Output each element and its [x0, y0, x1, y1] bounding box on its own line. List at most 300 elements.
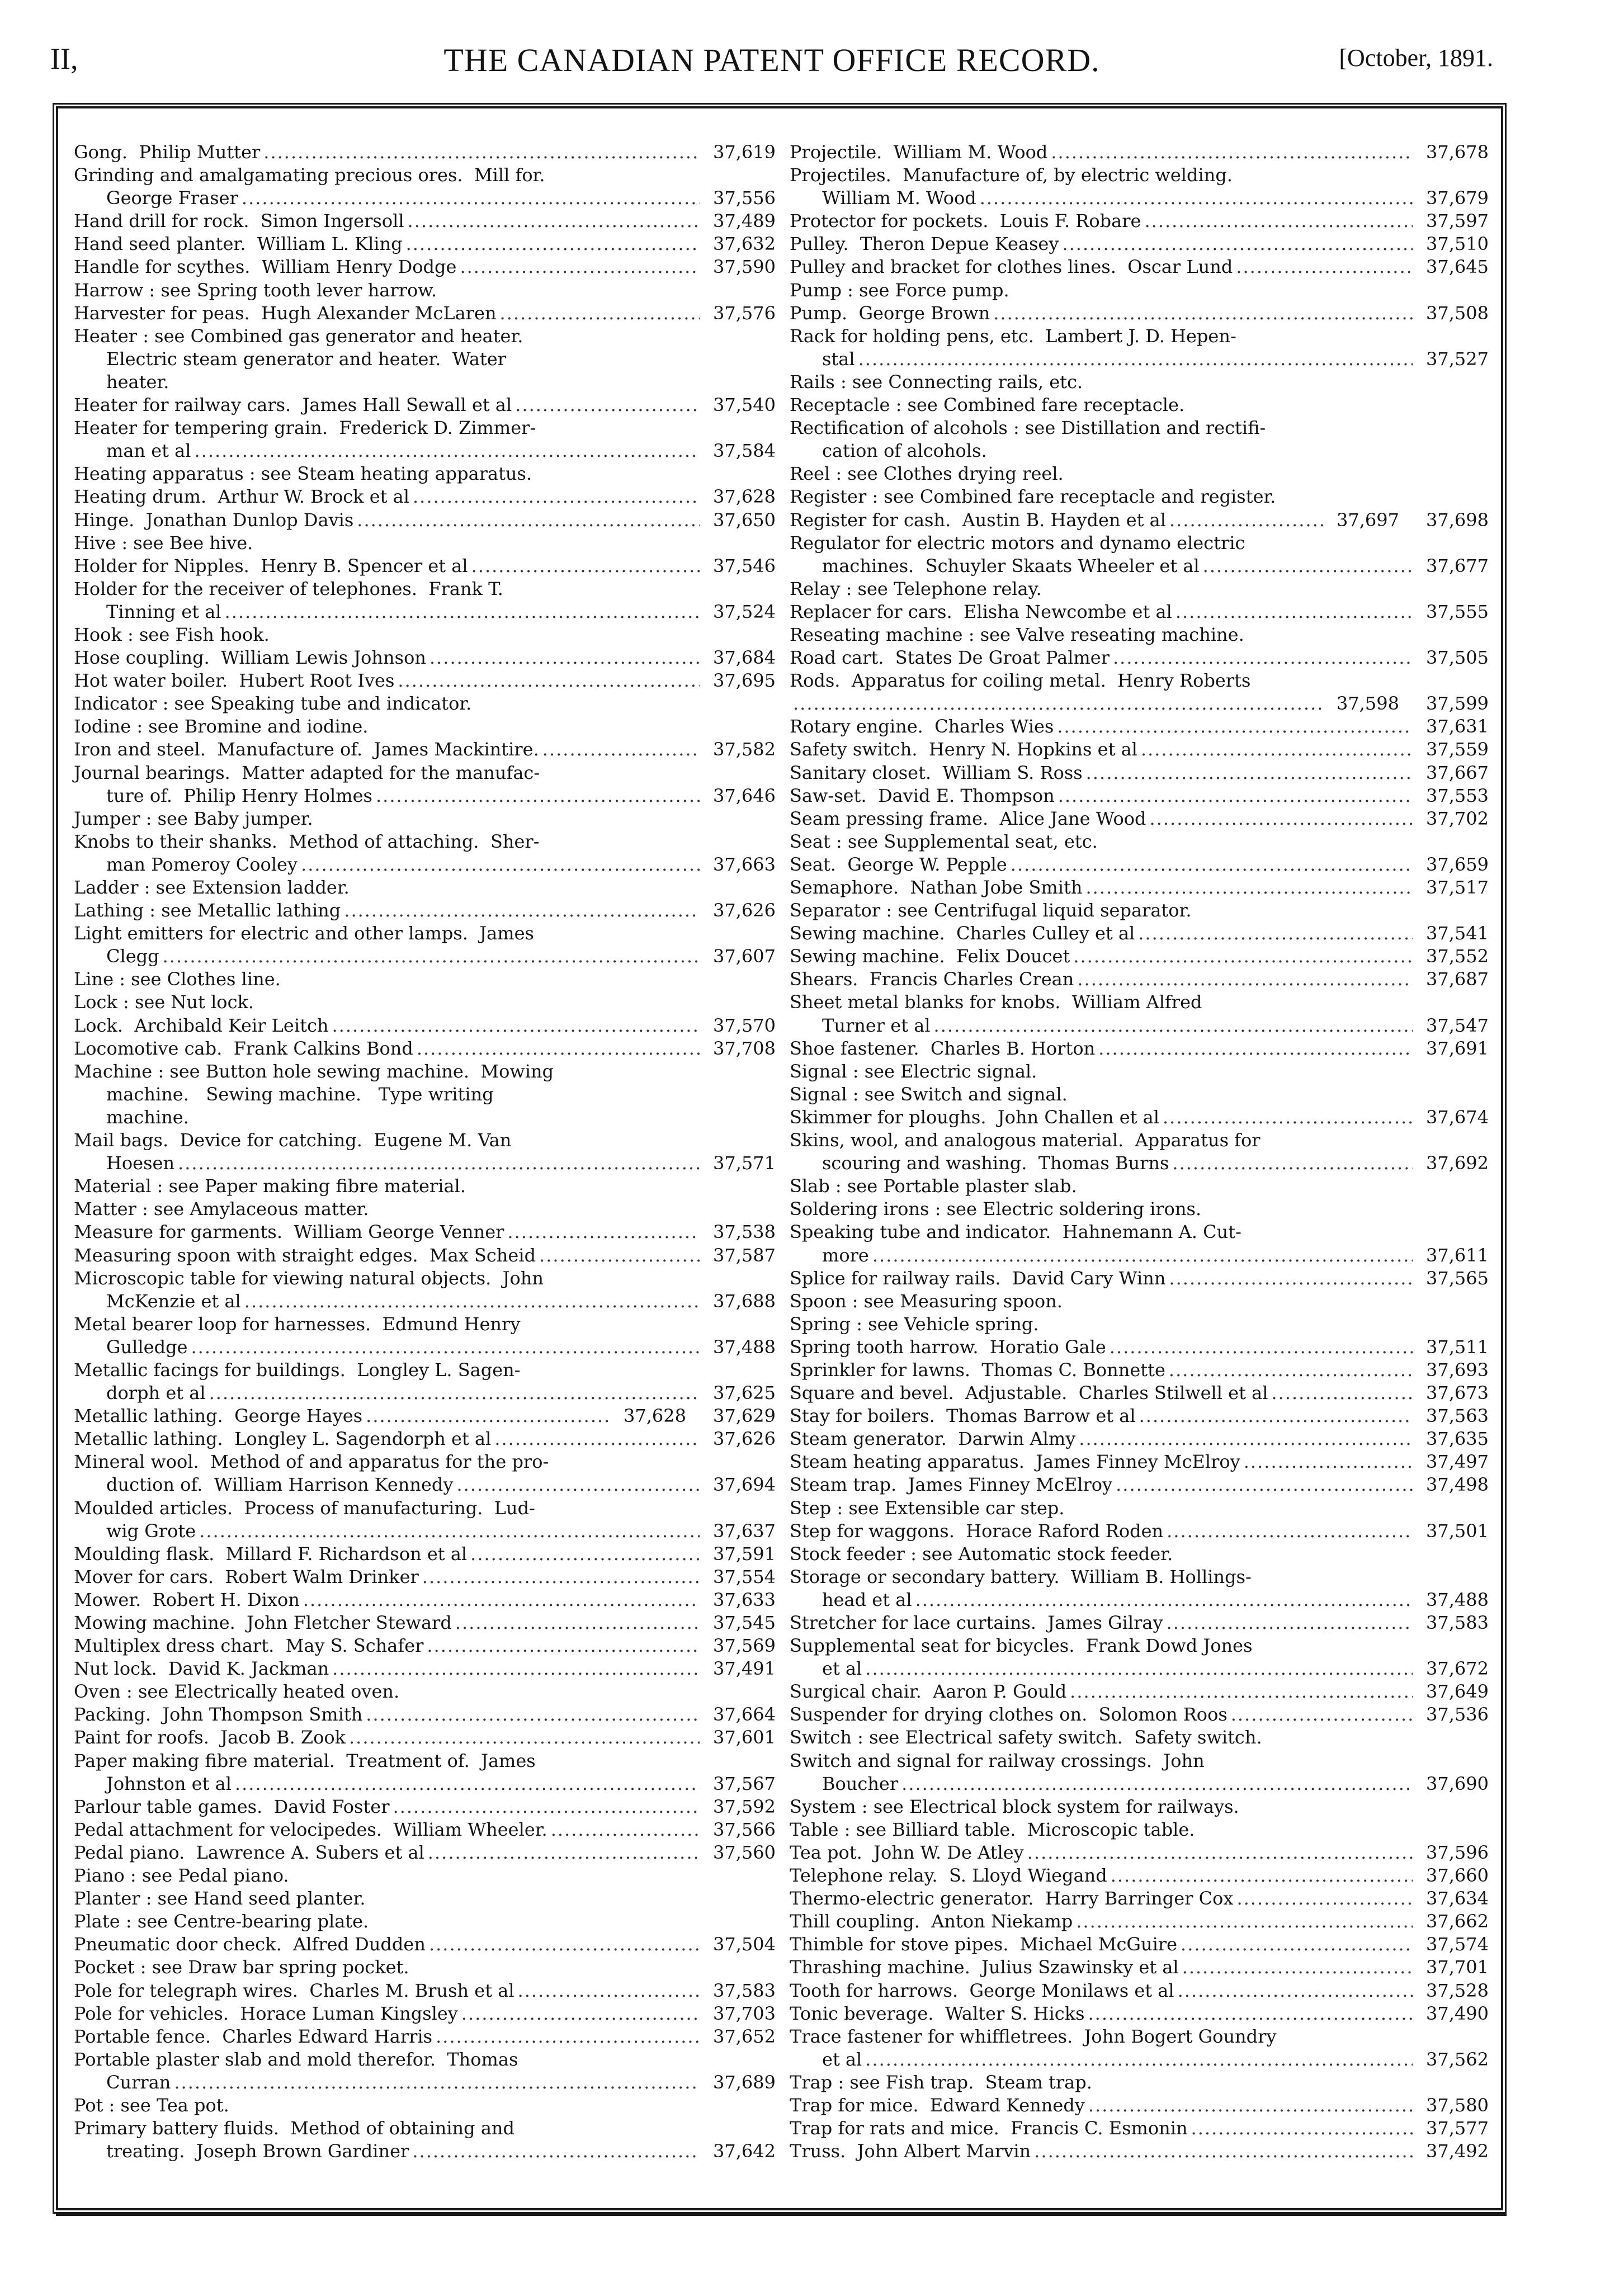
entry-text: Hinge. Jonathan Dunlop Davis — [74, 509, 354, 531]
patent-number: 37,631 — [1426, 716, 1489, 738]
index-entry — [74, 1129, 776, 1152]
dot-leader — [1058, 785, 1413, 807]
dot-leader — [178, 1152, 700, 1175]
entry-text: Paint for roofs. Jacob B. Zook — [74, 1727, 346, 1748]
entry-text: machine. Sewing machine. Type writing — [106, 1083, 494, 1105]
index-entry — [74, 1956, 776, 1979]
entry-text: machine. — [106, 1106, 189, 1128]
dot-leader — [1141, 738, 1413, 761]
dot-leader — [344, 899, 700, 922]
patent-number: 37,498 — [1426, 1474, 1489, 1496]
dot-leader — [436, 2025, 700, 2048]
dot-leader — [1236, 256, 1413, 278]
patent-number: 37,679 — [1426, 187, 1489, 209]
entry-text: Sewing machine. Felix Doucet — [790, 946, 1070, 967]
entry-text: scouring and washing. Thomas Burns — [822, 1152, 1169, 1174]
patent-number: 37,688 — [713, 1290, 776, 1312]
dot-leader — [865, 2048, 1413, 2071]
index-entry — [74, 2071, 776, 2094]
patent-number: 37,607 — [713, 946, 776, 967]
dot-leader — [1144, 210, 1413, 233]
dot-leader — [456, 1473, 700, 1496]
entry-text: man Pomeroy Cooley — [106, 853, 298, 875]
entry-text: Mineral wool. Method of and apparatus for the pro- — [74, 1451, 549, 1473]
patent-number: 37,576 — [713, 302, 776, 324]
index-entry — [790, 1933, 1489, 1956]
dot-leader — [1150, 807, 1413, 830]
patent-number: 37,674 — [1426, 1106, 1489, 1128]
entry-text: Pedal piano. Lawrence A. Subers et al — [74, 1841, 424, 1863]
patent-number: 37,642 — [713, 2140, 776, 2162]
index-entry — [74, 1657, 776, 1680]
dot-leader — [1077, 968, 1413, 991]
entry-text: Measuring spoon with straight edges. Max Scheid — [74, 1244, 536, 1266]
entry-text: et al — [822, 2048, 862, 2070]
index-entry — [790, 646, 1489, 669]
index-entry — [790, 1290, 1489, 1313]
index-entry — [74, 371, 776, 394]
index-entry — [790, 1680, 1489, 1703]
patent-number: 37,556 — [713, 187, 776, 209]
entry-text: Mower. Robert H. Dixon — [74, 1589, 300, 1610]
index-entry — [74, 1152, 776, 1175]
index-entry — [790, 1726, 1489, 1749]
index-entry — [790, 1198, 1489, 1221]
entry-text: Slab : see Portable plaster slab. — [790, 1175, 1077, 1197]
patent-number: 37,583 — [713, 1979, 776, 2001]
dot-leader — [551, 1818, 700, 1841]
entry-text: Boucher — [822, 1773, 899, 1794]
entry-text: Matter : see Amylaceous matter. — [74, 1198, 369, 1220]
index-entry — [790, 968, 1489, 991]
index-entry — [790, 715, 1489, 738]
entry-text: Sheet metal blanks for knobs. William Alfred — [790, 991, 1202, 1013]
entry-text: Clegg — [106, 946, 159, 967]
index-entry — [74, 1933, 776, 1956]
index-entry — [790, 2140, 1489, 2163]
entry-text: Shears. Francis Charles Crean — [790, 968, 1074, 990]
entry-text: Signal : see Electric signal. — [790, 1060, 1037, 1082]
patent-number: 37,569 — [713, 1635, 776, 1657]
entry-text: Hand drill for rock. Simon Ingersoll — [74, 210, 404, 232]
index-entry — [790, 233, 1489, 256]
dot-leader — [366, 1703, 700, 1726]
dot-leader — [1110, 1336, 1413, 1359]
entry-text: Telephone relay. S. Lloyd Wiegand — [790, 1865, 1107, 1887]
entry-text: Skins, wool, and analogous material. Apparatus for — [790, 1130, 1261, 1151]
entry-text: Moulding flask. Millard F. Richardson et al — [74, 1543, 468, 1565]
entry-text: Moulded articles. Process of manufacturing. Lud- — [74, 1497, 535, 1519]
patent-number: 37,552 — [1426, 946, 1489, 967]
index-entry — [74, 509, 776, 532]
entry-text: Pump. George Brown — [790, 302, 990, 324]
patent-number: 37,629 — [713, 1405, 776, 1427]
entry-text: Supplemental seat for bicycles. Frank Dowd Jones — [790, 1635, 1253, 1657]
dot-leader — [1085, 876, 1413, 899]
dot-leader — [422, 1566, 700, 1589]
patent-number: 37,632 — [713, 233, 776, 255]
entry-text: ture of. Philip Henry Holmes — [106, 785, 372, 806]
dot-leader — [980, 187, 1413, 210]
dot-leader — [332, 1014, 700, 1037]
patent-number: 37,538 — [713, 1221, 776, 1243]
index-entry — [74, 853, 776, 876]
entry-text: Switch : see Electrical safety switch. Safety switch. — [790, 1727, 1262, 1748]
dot-leader — [1244, 1450, 1413, 1473]
right-index-column — [790, 141, 1489, 2163]
index-entry — [74, 210, 776, 233]
patent-number: 37,505 — [1426, 647, 1489, 669]
entry-text: Stretcher for lace curtains. James Gilray — [790, 1612, 1163, 1633]
index-entry — [790, 325, 1489, 348]
index-entry — [790, 876, 1489, 899]
index-entry — [74, 1382, 776, 1405]
entry-text: Mover for cars. Robert Walm Drinker — [74, 1566, 419, 1587]
entry-text: Packing. John Thompson Smith — [74, 1704, 363, 1726]
entry-text: Steam trap. James Finney McElroy — [790, 1474, 1113, 1496]
index-entry — [790, 1244, 1489, 1267]
entry-text: treating. Joseph Brown Gardiner — [106, 2140, 409, 2162]
index-entry — [74, 302, 776, 325]
entry-text: Register for cash. Austin B. Hayden et al — [790, 509, 1166, 531]
dot-leader — [1079, 1428, 1413, 1450]
index-entry — [74, 1221, 776, 1244]
index-entry — [74, 899, 776, 922]
entry-text: Lathing : see Metallic lathing — [74, 900, 341, 921]
dot-leader — [263, 141, 700, 164]
entry-text: head et al — [822, 1589, 912, 1610]
patent-number: 37,547 — [1426, 1014, 1489, 1036]
dot-leader — [242, 187, 700, 210]
index-entry — [74, 1267, 776, 1290]
entry-text: Steam heating apparatus. James Finney McElroy — [790, 1451, 1240, 1473]
entry-text: Hook : see Fish hook. — [74, 623, 270, 645]
dot-leader — [1051, 141, 1413, 164]
index-entry — [790, 2025, 1489, 2048]
entry-text: Soldering irons : see Electric soldering irons. — [790, 1198, 1202, 1220]
index-entry — [74, 1841, 776, 1864]
patent-number: 37,592 — [713, 1795, 776, 1817]
index-entry — [790, 210, 1489, 233]
patent-number: 37,488 — [1426, 1589, 1489, 1610]
patent-number: 37,662 — [1426, 1911, 1489, 1932]
index-entry — [74, 1543, 776, 1566]
index-entry — [790, 922, 1489, 945]
entry-text: Rods. Apparatus for coiling metal. Henry Roberts — [790, 670, 1251, 692]
entry-text: Trace fastener for whiffletrees. John Bogert Goundry — [790, 2025, 1277, 2047]
index-entry — [790, 1795, 1489, 1818]
index-entry — [74, 1566, 776, 1589]
entry-text: Pole for telegraph wires. Charles M. Brush et al — [74, 1979, 514, 2001]
entry-text: Trap for mice. Edward Kennedy — [790, 2094, 1085, 2116]
dot-leader — [376, 785, 700, 807]
dot-leader — [1086, 762, 1413, 785]
dot-leader — [471, 555, 700, 578]
patent-number: 37,690 — [1426, 1773, 1489, 1794]
patent-number: 37,626 — [713, 1428, 776, 1450]
index-entry — [74, 1795, 776, 1818]
dot-leader — [332, 1657, 700, 1680]
index-entry — [74, 1405, 776, 1428]
index-entry — [74, 1612, 776, 1634]
entry-text: Projectiles. Manufacture of, by electric welding. — [790, 164, 1233, 186]
patent-number: 37,697 — [1337, 509, 1399, 531]
dot-leader — [1088, 2002, 1413, 2025]
entry-text: Sanitary closet. William S. Ross — [790, 762, 1083, 783]
index-entry — [74, 394, 776, 417]
dot-leader — [357, 509, 700, 532]
entry-text: Harrow : see Spring tooth lever harrow. — [74, 279, 437, 301]
entry-text: Planter : see Hand seed planter. — [74, 1888, 366, 1910]
entry-text: Heating drum. Arthur W. Brock et al — [74, 486, 409, 508]
dot-leader — [1062, 233, 1413, 256]
index-entry — [74, 669, 776, 692]
dot-leader — [1088, 2094, 1413, 2117]
dot-leader — [412, 2140, 700, 2163]
entry-text: machines. Schuyler Skaats Wheeler et al — [822, 555, 1200, 576]
index-entry — [790, 1612, 1489, 1634]
index-entry — [74, 233, 776, 256]
entry-text: Pedal attachment for velocipedes. William Wheeler. — [74, 1818, 547, 1840]
index-entry — [790, 1750, 1489, 1773]
index-entry — [74, 256, 776, 278]
entry-text: Stock feeder : see Automatic stock feeder. — [790, 1543, 1173, 1565]
patent-number: 37,517 — [1426, 877, 1489, 898]
index-entry — [74, 1175, 776, 1198]
entry-text: Ladder : see Extension ladder. — [74, 877, 350, 898]
entry-text: Material : see Paper making fibre material. — [74, 1175, 466, 1197]
entry-text: Nut lock. David K. Jackman — [74, 1658, 329, 1680]
dot-leader — [163, 945, 700, 968]
entry-text: Pneumatic door check. Alfred Dudden — [74, 1934, 426, 1955]
index-entry — [790, 1336, 1489, 1359]
entry-text: Square and bevel. Adjustable. Charles Stilwell et al — [790, 1382, 1268, 1404]
patent-number: 37,698 — [1426, 509, 1489, 531]
index-entry — [790, 2117, 1489, 2140]
index-entry — [790, 899, 1489, 922]
patent-number: 37,646 — [713, 785, 776, 806]
index-entry — [790, 1313, 1489, 1336]
entry-text: Signal : see Switch and signal. — [790, 1083, 1068, 1105]
entry-text: Jumper : see Baby jumper. — [74, 807, 313, 829]
patent-number: 37,524 — [713, 601, 776, 622]
entry-text: Line : see Clothes line. — [74, 968, 281, 990]
entry-text: Hand seed planter. William L. Kling — [74, 233, 403, 255]
entry-text: Pole for vehicles. Horace Luman Kingsley — [74, 2002, 458, 2024]
entry-text: Step : see Extensible car step. — [790, 1497, 1065, 1519]
index-entry — [74, 1290, 776, 1313]
dot-leader — [455, 1612, 700, 1634]
index-entry — [790, 1405, 1489, 1428]
entry-text: Spring : see Vehicle spring. — [790, 1313, 1039, 1335]
patent-number: 37,545 — [713, 1612, 776, 1633]
index-entry — [790, 601, 1489, 623]
index-entry — [74, 601, 776, 623]
patent-number: 37,566 — [713, 1818, 776, 1840]
index-entry — [790, 2071, 1489, 2094]
patent-number: 37,492 — [1426, 2140, 1489, 2162]
entry-text: Hot water boiler. Hubert Root Ives — [74, 670, 395, 692]
patent-number: 37,567 — [713, 1773, 776, 1794]
index-entry — [790, 348, 1489, 371]
dot-leader — [1116, 1473, 1413, 1496]
patent-number: 37,565 — [1426, 1267, 1489, 1289]
patent-number: 37,563 — [1426, 1405, 1489, 1427]
index-entry — [790, 738, 1489, 761]
index-entry — [790, 187, 1489, 210]
index-entry — [74, 485, 776, 508]
entry-text: dorph et al — [106, 1382, 206, 1404]
dot-leader — [1098, 1037, 1413, 1060]
entry-text: Projectile. William M. Wood — [790, 141, 1048, 163]
index-entry — [790, 1267, 1489, 1290]
patent-number: 37,504 — [713, 1934, 776, 1955]
patent-number: 37,501 — [1426, 1520, 1489, 1542]
index-entry — [790, 485, 1489, 508]
index-entry — [74, 462, 776, 485]
dot-leader — [1169, 1267, 1413, 1290]
entry-text: Speaking tube and indicator. Hahnemann A. Cut- — [790, 1221, 1241, 1243]
index-entry — [74, 1703, 776, 1726]
entry-text: Heater for railway cars. James Hall Sewall et al — [74, 394, 512, 416]
index-entry — [790, 1106, 1489, 1129]
entry-text: Johnston et al — [106, 1773, 232, 1794]
index-entry — [790, 669, 1489, 692]
issue-date: [October, 1891. — [1339, 44, 1493, 72]
entry-text: Tooth for harrows. George Monilaws et al — [790, 1979, 1174, 2001]
index-entry — [790, 1152, 1489, 1175]
index-entry — [74, 1014, 776, 1037]
dot-leader — [872, 1244, 1413, 1267]
index-entry — [74, 830, 776, 853]
dot-leader — [225, 601, 700, 623]
index-entry — [790, 1956, 1489, 1979]
dot-leader — [1169, 1359, 1413, 1382]
dot-leader — [1236, 1887, 1413, 1910]
index-entry — [74, 1726, 776, 1749]
dot-leader — [1169, 509, 1323, 532]
dot-leader — [993, 302, 1413, 325]
publication-title: THE CANADIAN PATENT OFFICE RECORD. — [443, 42, 1100, 78]
left-index-column — [74, 141, 776, 2163]
patent-number: 37,626 — [713, 900, 776, 921]
dot-leader — [901, 1773, 1413, 1795]
index-entry — [790, 1060, 1489, 1083]
index-entry — [790, 1520, 1489, 1543]
entry-text: Locomotive cab. Frank Calkins Bond — [74, 1037, 413, 1059]
entry-text: Hoesen — [106, 1152, 175, 1174]
index-entry — [74, 1336, 776, 1359]
patent-number: 37,597 — [1426, 210, 1489, 232]
index-entry — [790, 2094, 1489, 2117]
patent-number: 37,650 — [713, 509, 776, 531]
index-entry — [74, 1979, 776, 2002]
index-entry — [74, 1244, 776, 1267]
entry-text: Piano : see Pedal piano. — [74, 1865, 289, 1887]
index-entry — [790, 1543, 1489, 1566]
dot-leader — [1182, 1956, 1413, 1979]
index-entry — [74, 1359, 776, 1382]
patent-number: 37,497 — [1426, 1451, 1489, 1473]
entry-text: Machine : see Button hole sewing machine. Mowing — [74, 1060, 554, 1082]
index-entry — [790, 1979, 1489, 2002]
patent-number: 37,508 — [1426, 302, 1489, 324]
dot-leader — [209, 1382, 700, 1405]
index-entry — [74, 762, 776, 785]
patent-number: 37,703 — [713, 2002, 776, 2024]
patent-number: 37,590 — [713, 256, 776, 278]
index-entry — [790, 692, 1489, 715]
dot-leader — [408, 210, 700, 233]
entry-text: Hive : see Bee hive. — [74, 532, 253, 554]
dot-leader — [1167, 1520, 1413, 1543]
patent-number: 37,633 — [713, 1589, 776, 1610]
index-entry — [790, 417, 1489, 440]
patent-number: 37,628 — [713, 486, 776, 508]
index-entry — [74, 692, 776, 715]
index-entry — [790, 1634, 1489, 1657]
dot-leader — [1057, 715, 1413, 738]
dot-leader — [542, 738, 700, 761]
index-entry — [74, 555, 776, 578]
index-entry — [790, 785, 1489, 807]
patent-number: 37,634 — [1426, 1888, 1489, 1910]
dot-leader — [406, 233, 700, 256]
page-header — [50, 41, 1493, 86]
dot-leader — [1073, 945, 1413, 968]
dot-leader — [429, 646, 700, 669]
entry-text: Plate : see Centre-bearing plate. — [74, 1911, 369, 1932]
dot-leader — [1111, 1864, 1413, 1887]
entry-text: Thimble for stove pipes. Michael McGuire — [790, 1934, 1178, 1955]
index-entry — [790, 1864, 1489, 1887]
patent-number: 37,691 — [1426, 1037, 1489, 1059]
dot-leader — [174, 2071, 700, 2094]
index-entry — [790, 532, 1489, 555]
patent-number: 37,678 — [1426, 141, 1489, 163]
entry-text: William M. Wood — [822, 187, 976, 209]
index-entry — [74, 945, 776, 968]
entry-text: Gulledge — [106, 1336, 188, 1358]
index-entry — [790, 991, 1489, 1014]
index-entry — [790, 141, 1489, 164]
dot-leader — [428, 1841, 700, 1864]
index-entry — [74, 325, 776, 348]
index-entry — [74, 807, 776, 830]
dot-leader — [199, 1520, 700, 1543]
entry-text: Mail bags. Device for catching. Eugene M. Van — [74, 1130, 512, 1151]
dot-leader — [301, 853, 700, 876]
dot-leader — [235, 1773, 700, 1795]
index-entry — [790, 462, 1489, 485]
patent-number: 37,574 — [1426, 1934, 1489, 1955]
dot-leader — [1231, 1703, 1413, 1726]
entry-text: Spoon : see Measuring spoon. — [790, 1290, 1063, 1312]
entry-text: Parlour table games. David Foster — [74, 1795, 390, 1817]
entry-text: Portable fence. Charles Edward Harris — [74, 2025, 433, 2047]
entry-text: System : see Electrical block system for railways. — [790, 1795, 1239, 1817]
patent-number: 37,692 — [1426, 1152, 1489, 1174]
index-entry — [790, 1497, 1489, 1520]
patent-number: 37,677 — [1426, 555, 1489, 576]
entry-text: Grinding and amalgamating precious ores. Mill for. — [74, 164, 545, 186]
dot-leader — [1271, 1382, 1413, 1405]
entry-text: Harvester for peas. Hugh Alexander McLaren — [74, 302, 497, 324]
entry-text: Pulley and bracket for clothes lines. Oscar Lund — [790, 256, 1233, 278]
dot-leader — [1113, 646, 1413, 669]
patent-number: 37,511 — [1426, 1336, 1489, 1358]
dot-leader — [417, 1037, 700, 1060]
